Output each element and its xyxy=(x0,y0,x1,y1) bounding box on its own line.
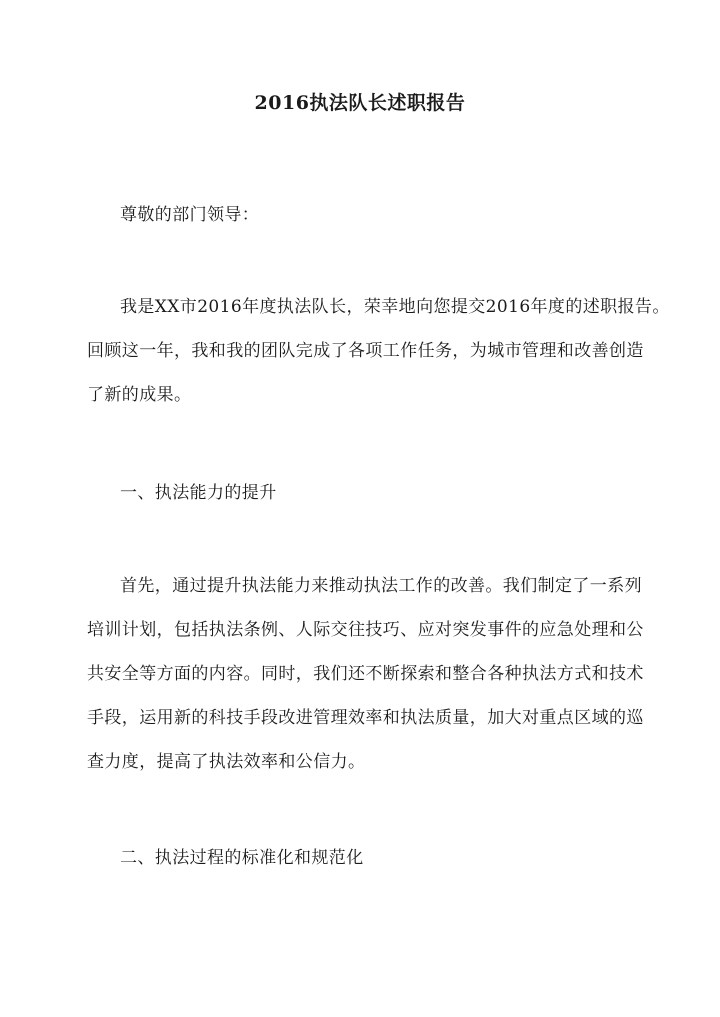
document-title: 2016执法队长述职报告 xyxy=(254,92,466,114)
section1-heading: 一、执法能力的提升 xyxy=(120,483,277,503)
intro-line-2: 回顾这一年，我和我的团队完成了各项工作任务，为城市管理和改善创造 xyxy=(87,341,644,361)
section1-line-1: 首先，通过提升执法能力来推动执法工作的改善。我们制定了一系列 xyxy=(120,576,642,596)
section1-line-4: 手段，运用新的科技手段改进管理效率和执法质量，加大对重点区域的巡 xyxy=(87,708,644,728)
intro-line-1: 我是XX市2016年度执法队长，荣幸地向您提交2016年度的述职报告。 xyxy=(120,297,670,317)
section1-line-2: 培训计划，包括执法条例、人际交往技巧、应对突发事件的应急处理和公 xyxy=(87,620,644,640)
salutation: 尊敬的部门领导： xyxy=(120,205,260,225)
intro-line-3: 了新的成果。 xyxy=(87,385,192,405)
section2-heading: 二、执法过程的标准化和规范化 xyxy=(120,848,364,868)
section1-line-3: 共安全等方面的内容。同时，我们还不断探索和整合各种执法方式和技术 xyxy=(87,664,644,684)
section1-line-5: 查力度，提高了执法效率和公信力。 xyxy=(87,752,366,772)
